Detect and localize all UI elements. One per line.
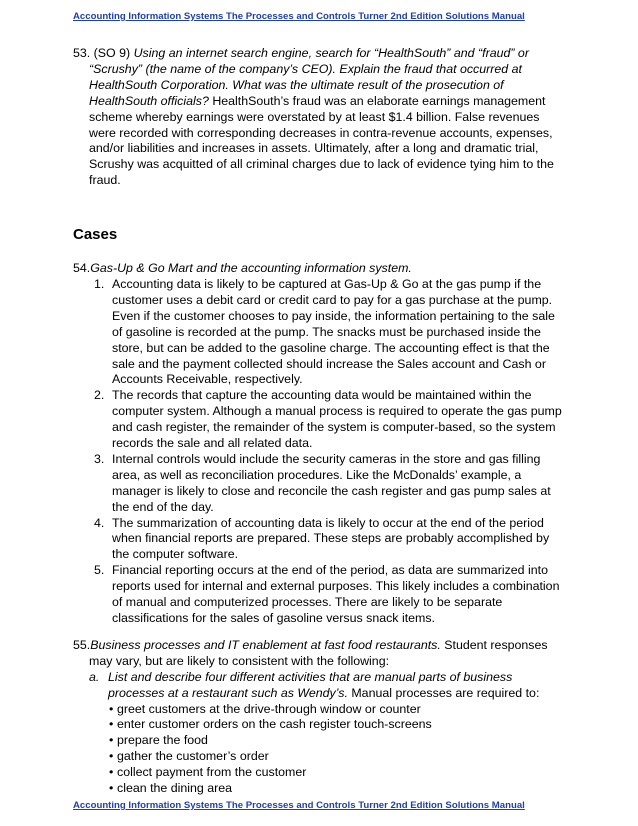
list-item-text: The summarization of accounting data is likely to occur at the end of the period when financial reports are prepared. These steps are probably accomplished by the computer software. bbox=[112, 515, 550, 562]
list-item bbox=[73, 749, 568, 765]
list-item bbox=[73, 765, 568, 781]
question-54-heading bbox=[73, 261, 568, 277]
list-item-number: 3. bbox=[94, 451, 105, 466]
list-item-text: Internal controls would include the security cameras in the store and gas filling area, as well as reconciliation procedures. Like the McDonalds’ example, a manager is likely to close and reconcile the cash register and gas pump sales at the end of the day. bbox=[112, 451, 551, 514]
question-54-title: Gas-Up & Go Mart and the accounting information system. bbox=[90, 261, 412, 276]
list-item-text: collect payment from the customer bbox=[117, 765, 307, 780]
list-item bbox=[73, 452, 568, 516]
list-item-text: prepare the food bbox=[117, 733, 208, 748]
list-item bbox=[73, 277, 568, 388]
list-item bbox=[73, 717, 568, 733]
question-54-number: 54. bbox=[73, 261, 91, 276]
question-55-title: Business processes and IT enablement at fast food restaurants. bbox=[90, 637, 441, 652]
question-53-prompt: Using an internet search engine, search for “HealthSouth” and “fraud” or “Scrushy” (the name of the company’s CEO). Explain the fraud that occurred at HealthSouth Corporation. What was the ultimate result of the prosecution of HealthSouth officials? bbox=[89, 46, 529, 108]
bullet-icon: • bbox=[109, 781, 114, 796]
bullet-icon: • bbox=[109, 733, 114, 748]
part-a-question: List and describe four different activities that are manual parts of business processes at a restaurant such as Wendy’s. bbox=[108, 669, 513, 700]
list-item-text: enter customer orders on the cash register touch-screens bbox=[117, 717, 432, 732]
bullet-icon: • bbox=[109, 765, 114, 780]
list-item-text: Accounting data is likely to be captured at Gas-Up & Go at the gas pump if the customer uses a debit card or credit card to pay for a gas purchase at the pump. Even if the customer chooses to pay inside, the information pertaining to the sale of gasoline is recorded at the pump. The snacks must be purchased inside the store, but can be added to the gasoline charge. The accounting effect is that the sale and the payment collected should increase the Sales account and Cash or Accounts Receivable, respectively. bbox=[112, 276, 555, 387]
bullet-icon: • bbox=[109, 717, 114, 732]
question-53-answer: HealthSouth’s fraud was an elaborate earnings management scheme whereby earnings were overstated by at least $1.4 billion. False revenues were recorded with corresponding decreases in contra-revenue accounts, expenses, and/or liabilities and increases in assets. Ultimately, after a long and dramatic trial, Scrushy was acquitted of all criminal charges due to lack of evidence tying him to the fraud. bbox=[89, 93, 554, 188]
list-item-text: The records that capture the accounting data would be maintained within the computer system. Although a manual process is required to operate the gas pump and cash register, the remainder of the system is computer-based, so the system records the sale and all related data. bbox=[112, 388, 562, 451]
page-body bbox=[73, 46, 568, 797]
part-a-answer: Manual processes are required to: bbox=[351, 685, 540, 700]
question-55 bbox=[73, 638, 568, 670]
bullet-icon: • bbox=[109, 749, 114, 764]
list-item-text: greet customers at the drive-through window or counter bbox=[117, 701, 421, 716]
list-item-number: 4. bbox=[94, 515, 105, 530]
list-item bbox=[73, 516, 568, 564]
question-53 bbox=[73, 46, 568, 189]
question-54-list bbox=[73, 277, 568, 627]
question-53-number: 53. (SO 9) bbox=[73, 46, 131, 60]
list-item-number: 1. bbox=[94, 276, 105, 291]
manual-process-list bbox=[73, 702, 568, 797]
list-item-text: clean the dining area bbox=[117, 781, 233, 796]
list-item bbox=[73, 563, 568, 627]
list-item bbox=[73, 781, 568, 797]
running-footer: Accounting Information Systems The Processes and Controls Turner 2nd Edition Solutions Manual bbox=[73, 800, 525, 811]
part-a-label: a. bbox=[89, 669, 100, 684]
question-54 bbox=[73, 261, 568, 627]
list-item-text: Financial reporting occurs at the end of the period, as data are summarized into reports used for internal and external purposes. This likely includes a combination of manual and computerized processes. There are likely to be separate classifications for the sales of gasoline versus snack items. bbox=[112, 563, 560, 625]
question-55-intro: Student responses may vary, but are likely to consistent with the following: bbox=[89, 637, 548, 668]
running-header: Accounting Information Systems The Processes and Controls Turner 2nd Edition Solutions Manual bbox=[73, 11, 525, 22]
cases-heading: Cases bbox=[73, 226, 118, 244]
list-item-text: gather the customer’s order bbox=[117, 749, 269, 764]
list-item-number: 2. bbox=[94, 388, 105, 403]
question-53-text bbox=[73, 46, 568, 189]
list-item bbox=[73, 733, 568, 749]
list-item-number: 5. bbox=[94, 563, 105, 578]
list-item bbox=[73, 702, 568, 718]
list-item bbox=[73, 388, 568, 452]
question-55-number: 55. bbox=[73, 637, 91, 652]
bullet-icon: • bbox=[109, 701, 114, 716]
question-55-part-a bbox=[73, 670, 568, 702]
